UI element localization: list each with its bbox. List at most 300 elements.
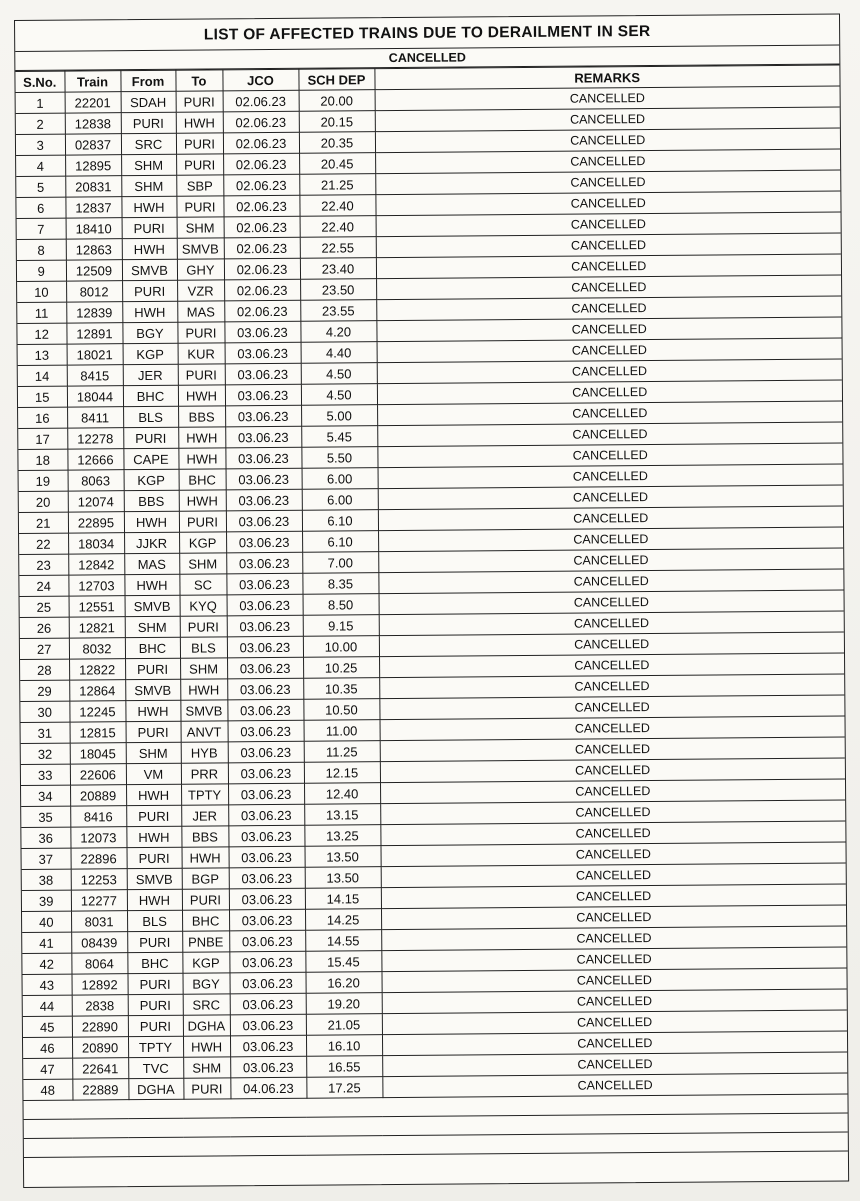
train-cell: 12895 (65, 155, 121, 176)
sch-dep-cell: 10.35 (303, 678, 379, 700)
from-cell: CAPE (123, 448, 178, 469)
remarks-cell: CANCELLED (379, 653, 844, 678)
train-cell: 08439 (71, 932, 127, 953)
from-cell: VM (126, 763, 181, 784)
to-cell: HWH (180, 679, 227, 700)
jco-cell: 04.06.23 (230, 1077, 306, 1099)
jco-cell: 03.06.23 (228, 804, 304, 826)
to-cell: BBS (181, 826, 228, 847)
train-cell: 12838 (65, 113, 121, 134)
jco-cell: 03.06.23 (227, 699, 303, 721)
train-cell: 12509 (66, 260, 122, 281)
sno-cell: 36 (21, 827, 70, 848)
jco-cell: 03.06.23 (225, 384, 301, 406)
train-cell: 18021 (67, 344, 123, 365)
sch-dep-cell: 21.05 (306, 1014, 382, 1036)
remarks-cell: CANCELLED (378, 506, 843, 531)
remarks-cell: CANCELLED (382, 1010, 847, 1035)
train-cell: 12277 (71, 890, 127, 911)
to-cell: PURI (176, 133, 223, 154)
from-cell: PURI (127, 973, 182, 994)
remarks-cell: CANCELLED (376, 296, 841, 321)
from-cell: PURI (126, 721, 181, 742)
to-cell: KYQ (180, 595, 227, 616)
sch-dep-cell: 7.00 (302, 552, 378, 574)
sch-dep-cell: 20.35 (299, 132, 375, 154)
from-cell: KGP (123, 343, 178, 364)
jco-cell: 03.06.23 (230, 1035, 306, 1057)
to-cell: PURI (180, 616, 227, 637)
sch-dep-cell: 16.20 (305, 972, 381, 994)
sch-dep-cell: 9.15 (303, 615, 379, 637)
from-cell: SHM (126, 742, 181, 763)
remarks-cell: CANCELLED (376, 212, 841, 237)
sch-dep-cell: 8.50 (303, 594, 379, 616)
sch-dep-cell: 8.35 (302, 573, 378, 595)
to-cell: GHY (177, 259, 224, 280)
train-cell: 18045 (70, 743, 126, 764)
jco-cell: 03.06.23 (228, 741, 304, 763)
table-body (16, 86, 848, 1100)
from-cell: BGY (122, 322, 177, 343)
sch-dep-cell: 16.10 (306, 1035, 382, 1057)
train-cell: 12073 (70, 827, 126, 848)
train-cell: 02837 (65, 134, 121, 155)
sno-cell: 47 (23, 1058, 72, 1079)
sno-cell: 4 (16, 155, 65, 176)
sch-dep-cell: 22.40 (299, 195, 375, 217)
sch-dep-cell: 20.15 (299, 111, 375, 133)
jco-cell: 03.06.23 (229, 909, 305, 931)
from-cell: HWH (122, 238, 177, 259)
sno-cell: 32 (21, 743, 70, 764)
remarks-cell: CANCELLED (380, 716, 845, 741)
sch-dep-cell: 5.50 (301, 447, 377, 469)
sch-dep-cell: 14.55 (305, 930, 381, 952)
jco-cell: 03.06.23 (228, 825, 304, 847)
jco-cell: 03.06.23 (227, 657, 303, 679)
sno-cell: 5 (16, 176, 65, 197)
to-cell: TPTY (181, 784, 228, 805)
sch-dep-cell: 14.25 (305, 909, 381, 931)
to-cell: SMVB (177, 238, 224, 259)
sch-dep-cell: 23.40 (300, 258, 376, 280)
jco-cell: 03.06.23 (226, 468, 302, 490)
from-cell: KGP (124, 469, 179, 490)
sno-cell: 12 (17, 323, 66, 344)
from-cell: BBS (124, 490, 179, 511)
remarks-cell: CANCELLED (378, 485, 843, 510)
remarks-cell: CANCELLED (380, 758, 845, 783)
to-cell: KUR (178, 343, 225, 364)
sch-dep-cell: 23.55 (300, 300, 376, 322)
sno-cell: 42 (22, 953, 71, 974)
remarks-cell: CANCELLED (381, 905, 846, 930)
to-cell: SMVB (180, 700, 227, 721)
sno-cell: 25 (20, 596, 69, 617)
remarks-cell: CANCELLED (381, 947, 846, 972)
train-cell: 8032 (69, 638, 125, 659)
train-cell: 12074 (68, 491, 124, 512)
sch-dep-cell: 15.45 (305, 951, 381, 973)
sch-dep-cell: 13.25 (304, 825, 380, 847)
from-cell: PURI (128, 994, 183, 1015)
from-cell: PURI (127, 847, 182, 868)
jco-cell: 03.06.23 (229, 867, 305, 889)
jco-cell: 03.06.23 (230, 1056, 306, 1078)
sno-cell: 18 (18, 449, 67, 470)
remarks-cell: CANCELLED (377, 359, 842, 384)
sno-cell: 1 (16, 92, 65, 113)
sno-cell: 13 (18, 344, 67, 365)
sch-dep-cell: 6.00 (302, 489, 378, 511)
document-frame (14, 14, 849, 1188)
table-blank-rows (23, 1094, 847, 1157)
sch-dep-cell: 20.45 (299, 153, 375, 175)
header-jco: JCO (222, 69, 298, 91)
train-cell: 18044 (67, 386, 123, 407)
sch-dep-cell: 5.45 (301, 426, 377, 448)
remarks-cell: CANCELLED (376, 275, 841, 300)
remarks-cell: CANCELLED (375, 128, 840, 153)
sch-dep-cell: 13.50 (304, 846, 380, 868)
from-cell: PURI (127, 931, 182, 952)
to-cell: HWH (178, 427, 225, 448)
sno-cell: 46 (23, 1037, 72, 1058)
to-cell: SRC (183, 994, 230, 1015)
jco-cell: 03.06.23 (228, 720, 304, 742)
sch-dep-cell: 4.40 (301, 342, 377, 364)
jco-cell: 03.06.23 (227, 636, 303, 658)
jco-cell: 03.06.23 (230, 1014, 306, 1036)
to-cell: PRR (181, 763, 228, 784)
from-cell: SMVB (122, 259, 177, 280)
sch-dep-cell: 4.50 (301, 363, 377, 385)
sno-cell: 8 (17, 239, 66, 260)
sno-cell: 11 (17, 302, 66, 323)
to-cell: PURI (177, 322, 224, 343)
remarks-cell: CANCELLED (381, 884, 846, 909)
from-cell: SMVB (125, 595, 180, 616)
sno-cell: 45 (23, 1016, 72, 1037)
to-cell: JER (181, 805, 228, 826)
train-cell: 22895 (68, 512, 124, 533)
train-cell: 12666 (67, 449, 123, 470)
to-cell: SC (179, 574, 226, 595)
jco-cell: 03.06.23 (224, 321, 300, 343)
jco-cell: 02.06.23 (224, 258, 300, 280)
from-cell: HWH (127, 889, 182, 910)
from-cell: PURI (122, 217, 177, 238)
jco-cell: 03.06.23 (226, 552, 302, 574)
to-cell: KGP (182, 952, 229, 973)
header-train: Train (64, 71, 120, 92)
remarks-cell: CANCELLED (378, 569, 843, 594)
to-cell: BBS (178, 406, 225, 427)
sch-dep-cell: 10.00 (303, 636, 379, 658)
to-cell: HWH (176, 112, 223, 133)
train-cell: 8416 (70, 806, 126, 827)
jco-cell: 02.06.23 (223, 174, 299, 196)
from-cell: HWH (124, 511, 179, 532)
remarks-cell: CANCELLED (377, 422, 842, 447)
jco-cell: 03.06.23 (230, 993, 306, 1015)
to-cell: PURI (176, 91, 223, 112)
train-cell: 22896 (71, 848, 127, 869)
train-cell: 12892 (71, 974, 127, 995)
to-cell: HWH (178, 448, 225, 469)
to-cell: MAS (177, 301, 224, 322)
sch-dep-cell: 4.20 (300, 321, 376, 343)
sno-cell: 29 (20, 680, 69, 701)
remarks-cell: CANCELLED (382, 1031, 847, 1056)
to-cell: SBP (176, 175, 223, 196)
remarks-cell: CANCELLED (381, 968, 846, 993)
sno-cell: 21 (19, 512, 68, 533)
sno-cell: 10 (17, 281, 66, 302)
jco-cell: 03.06.23 (229, 846, 305, 868)
to-cell: HWH (178, 385, 225, 406)
remarks-cell: CANCELLED (380, 779, 845, 804)
remarks-cell: CANCELLED (380, 842, 845, 867)
header-sno: S.No. (15, 71, 64, 92)
train-cell: 20889 (70, 785, 126, 806)
train-cell: 12864 (69, 680, 125, 701)
remarks-cell: CANCELLED (375, 170, 840, 195)
sno-cell: 17 (18, 428, 67, 449)
sno-cell: 14 (18, 365, 67, 386)
remarks-cell: CANCELLED (378, 548, 843, 573)
from-cell: PURI (126, 805, 181, 826)
remarks-cell: CANCELLED (381, 926, 846, 951)
header-remarks: REMARKS (374, 65, 839, 90)
from-cell: PURI (125, 658, 180, 679)
sno-cell: 30 (20, 701, 69, 722)
jco-cell: 03.06.23 (227, 615, 303, 637)
sno-cell: 34 (21, 785, 70, 806)
from-cell: PURI (128, 1015, 183, 1036)
remarks-cell: CANCELLED (377, 443, 842, 468)
jco-cell: 03.06.23 (225, 405, 301, 427)
train-cell: 12822 (69, 659, 125, 680)
sno-cell: 43 (22, 974, 71, 995)
to-cell: HWH (182, 847, 229, 868)
train-cell: 12821 (69, 617, 125, 638)
jco-cell: 03.06.23 (225, 363, 301, 385)
train-cell: 12891 (66, 323, 122, 344)
sno-cell: 9 (17, 260, 66, 281)
train-cell: 12837 (65, 197, 121, 218)
sch-dep-cell: 6.10 (302, 531, 378, 553)
sch-dep-cell: 22.55 (300, 237, 376, 259)
from-cell: SHM (125, 616, 180, 637)
sno-cell: 38 (22, 869, 71, 890)
from-cell: BHC (127, 952, 182, 973)
remarks-cell: CANCELLED (379, 674, 844, 699)
from-cell: JJKR (124, 532, 179, 553)
jco-cell: 02.06.23 (223, 132, 299, 154)
train-cell: 22606 (70, 764, 126, 785)
train-cell: 8415 (67, 365, 123, 386)
jco-cell: 03.06.23 (229, 951, 305, 973)
sno-cell: 41 (22, 932, 71, 953)
sno-cell: 2 (16, 113, 65, 134)
remarks-cell: CANCELLED (380, 800, 845, 825)
remarks-cell: CANCELLED (382, 1052, 847, 1077)
section-heading: CANCELLED (15, 46, 839, 71)
sch-dep-cell: 19.20 (306, 993, 382, 1015)
remarks-cell: CANCELLED (376, 317, 841, 342)
remarks-cell: CANCELLED (382, 989, 847, 1014)
jco-cell: 03.06.23 (229, 972, 305, 994)
train-cell: 18034 (68, 533, 124, 554)
document-title: LIST OF AFFECTED TRAINS DUE TO DERAILMENT IN SER (15, 15, 839, 52)
to-cell: SHM (180, 658, 227, 679)
to-cell: BHC (182, 910, 229, 931)
from-cell: BLS (123, 406, 178, 427)
from-cell: HWH (126, 784, 181, 805)
sno-cell: 20 (19, 491, 68, 512)
sch-dep-cell: 13.15 (304, 804, 380, 826)
sch-dep-cell: 10.25 (303, 657, 379, 679)
sno-cell: 39 (22, 890, 71, 911)
remarks-cell: CANCELLED (379, 632, 844, 657)
train-cell: 12815 (70, 722, 126, 743)
remarks-cell: CANCELLED (380, 737, 845, 762)
from-cell: HWH (125, 700, 180, 721)
sno-cell: 35 (21, 806, 70, 827)
sno-cell: 6 (16, 197, 65, 218)
sno-cell: 27 (20, 638, 69, 659)
jco-cell: 02.06.23 (224, 216, 300, 238)
remarks-cell: CANCELLED (375, 191, 840, 216)
sch-dep-cell: 21.25 (299, 174, 375, 196)
sno-cell: 22 (19, 533, 68, 554)
remarks-cell: CANCELLED (377, 338, 842, 363)
train-cell: 8064 (71, 953, 127, 974)
to-cell: BGY (182, 973, 229, 994)
sch-dep-cell: 14.15 (305, 888, 381, 910)
sch-dep-cell: 12.40 (304, 783, 380, 805)
remarks-cell: CANCELLED (379, 611, 844, 636)
sno-cell: 24 (19, 575, 68, 596)
sch-dep-cell: 6.10 (302, 510, 378, 532)
to-cell: PURI (176, 154, 223, 175)
sno-cell: 23 (19, 554, 68, 575)
sno-cell: 40 (22, 911, 71, 932)
jco-cell: 03.06.23 (226, 531, 302, 553)
sno-cell: 7 (17, 218, 66, 239)
jco-cell: 03.06.23 (228, 783, 304, 805)
train-cell: 12863 (66, 239, 122, 260)
from-cell: MAS (124, 553, 179, 574)
to-cell: KGP (179, 532, 226, 553)
train-cell: 22889 (72, 1079, 128, 1100)
sch-dep-cell: 4.50 (301, 384, 377, 406)
trains-table (15, 65, 848, 1158)
to-cell: PURI (178, 364, 225, 385)
train-cell: 20890 (72, 1037, 128, 1058)
sno-cell: 3 (16, 134, 65, 155)
sch-dep-cell: 13.50 (305, 867, 381, 889)
from-cell: BHC (125, 637, 180, 658)
train-cell: 12842 (68, 554, 124, 575)
train-cell: 20831 (65, 176, 121, 197)
train-cell: 12703 (68, 575, 124, 596)
jco-cell: 02.06.23 (224, 300, 300, 322)
remarks-cell: CANCELLED (378, 464, 843, 489)
to-cell: PURI (179, 511, 226, 532)
from-cell: DGHA (128, 1078, 183, 1099)
from-cell: HWH (126, 826, 181, 847)
remarks-cell: CANCELLED (379, 695, 844, 720)
sch-dep-cell: 22.40 (300, 216, 376, 238)
to-cell: BHC (179, 469, 226, 490)
to-cell: PNBE (182, 931, 229, 952)
to-cell: BGP (182, 868, 229, 889)
to-cell: BLS (180, 637, 227, 658)
from-cell: HWH (121, 196, 176, 217)
from-cell: TPTY (128, 1036, 183, 1057)
remarks-cell: CANCELLED (382, 1073, 847, 1098)
train-cell: 22890 (72, 1016, 128, 1037)
train-cell: 12245 (69, 701, 125, 722)
jco-cell: 02.06.23 (223, 90, 299, 112)
jco-cell: 03.06.23 (225, 342, 301, 364)
remarks-cell: CANCELLED (375, 86, 840, 111)
jco-cell: 02.06.23 (224, 279, 300, 301)
jco-cell: 03.06.23 (228, 762, 304, 784)
sch-dep-cell: 6.00 (302, 468, 378, 490)
train-cell: 22201 (65, 92, 121, 113)
to-cell: SHM (179, 553, 226, 574)
from-cell: BHC (123, 385, 178, 406)
jco-cell: 03.06.23 (225, 426, 301, 448)
sno-cell: 31 (21, 722, 70, 743)
sch-dep-cell: 10.50 (303, 699, 379, 721)
from-cell: SHM (121, 175, 176, 196)
remarks-cell: CANCELLED (381, 863, 846, 888)
remarks-cell: CANCELLED (375, 107, 840, 132)
from-cell: SHM (121, 154, 176, 175)
to-cell: PURI (183, 1078, 230, 1099)
to-cell: ANVT (181, 721, 228, 742)
jco-cell: 02.06.23 (223, 195, 299, 217)
from-cell: TVC (128, 1057, 183, 1078)
train-cell: 2838 (72, 995, 128, 1016)
header-sch-dep: SCH DEP (298, 69, 374, 91)
from-cell: SDAH (121, 91, 176, 112)
header-from: From (120, 70, 175, 91)
train-cell: 8411 (67, 407, 123, 428)
jco-cell: 03.06.23 (229, 930, 305, 952)
jco-cell: 03.06.23 (226, 489, 302, 511)
sno-cell: 44 (23, 995, 72, 1016)
jco-cell: 03.06.23 (227, 594, 303, 616)
sch-dep-cell: 20.00 (299, 90, 375, 112)
jco-cell: 03.06.23 (226, 573, 302, 595)
sch-dep-cell: 17.25 (306, 1077, 382, 1099)
to-cell: HWH (183, 1036, 230, 1057)
remarks-cell: CANCELLED (377, 380, 842, 405)
sch-dep-cell: 11.25 (304, 741, 380, 763)
jco-cell: 03.06.23 (225, 447, 301, 469)
train-cell: 8031 (71, 911, 127, 932)
header-to: To (175, 70, 222, 91)
from-cell: BLS (127, 910, 182, 931)
sno-cell: 26 (20, 617, 69, 638)
train-cell: 12839 (66, 302, 122, 323)
